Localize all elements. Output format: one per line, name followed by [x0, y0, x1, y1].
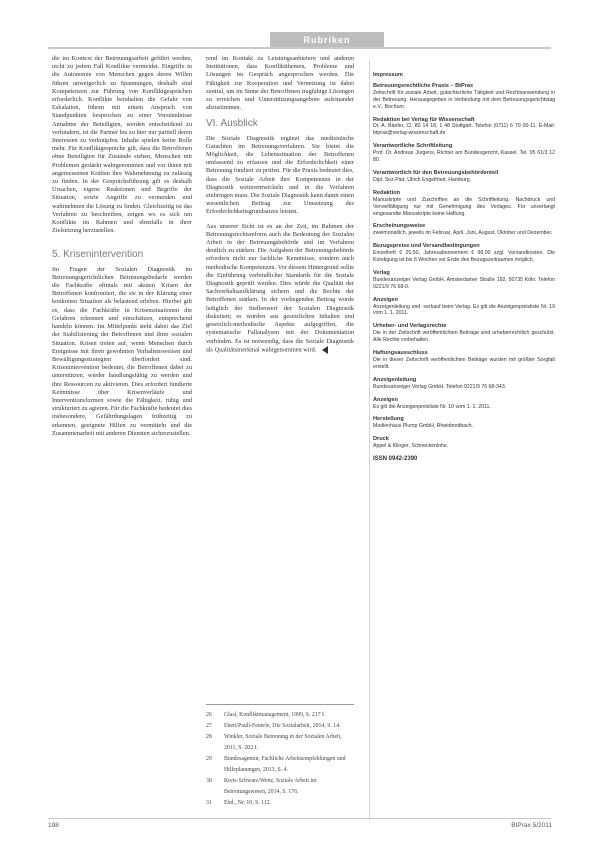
footnote-text: Ebert/Pauli-Feuerle, Die Sozialarbeit, 2014, S. 14.	[224, 723, 341, 729]
footnote-rule	[206, 704, 354, 705]
footnote	[206, 710, 354, 721]
footnote	[206, 754, 354, 776]
impressum-block-title: Bezugspreise und Versandbedingungen	[373, 243, 480, 250]
footnote-number: 31	[206, 800, 212, 806]
paragraph: Aus unserer Sicht ist es an der Zeit, im Rahmen der Betreuungsrechtsreform auch die Bedeutung der Sozialen Arbeit in der Betreuungsbehörde und im Verfahren deutlich zu stärken. Die Aufgaben der Betreuungsbehörde erfordern nicht nur fachliche Kenntnisse, sondern auch methodische Kompetenzen. Vor diesem Hintergrund sollte die Einführung verbindlicher Standards für die Soziale Diagnostik geprüft werden. Dies würde die Qualität der Sachverhaltsaufklärung sichern und die Rechte der Betroffenen stärken. In der vorliegenden Beitrag wurde lediglich der Stellenwert der Sozialen Diagnostik diskutiert; es wurden aus gesetzlichen Inhalten und gesetzlich-methodische Aspekte aufgegriffen, die systematische Fallanalysen mit der Dokumentation verbinden. Es ist notwendig, dass die Soziale Diagnostik als Qualitätsmerkmal wahrgenommen wird.	[206, 222, 354, 354]
impressum-block-text: Einzelheft € 25,50, Jahresabonnement € 98,00 zzgl. Versandkosten. Die Kündigung ist bis 6 Wochen vor Ende des Bezugszeitraumes möglich.	[373, 250, 555, 264]
footnote-text: Glasl, Konfliktmanagement, 1999, S. 217 f.	[224, 712, 326, 718]
column-left	[52, 55, 192, 444]
impressum-block-title: Verantwortliche Schriftleitung	[373, 143, 453, 150]
end-mark-icon	[322, 346, 328, 354]
paragraph: Im Fragen der Sozialen Diagnostik im Betreuungsgerichtlichen Betreuungsbedarfe werden die Fachkräfte oftmals mit akuten Krisen der Betroffenen konfrontiert, die sie in der Klärung einer konkreten Situation als belastend erleben. Hierbei gilt es, dass die Fachkräfte in Krisensituationen die Gefahren erkennen und einschätzen, entsprechend handeln können. Im Mittelpunkt steht dabei das Ziel der Stabilisierung der Betroffenen und ihrer sozialen Situation. Krisen treten auf, wenn Menschen durch Ereignisse mit ihren gewohnten Verhaltensweisen und Bewältigungsstrategien überfordert sind. Krisenintervention bedeutet, die Betroffenen dabei zu unterstützen, wieder handlungsfähig zu werden und ihre Ressourcen zu aktivieren. Dies erfordert fundierte Kenntnisse über Krisenverläufe und Interventionsformen sowie die Fähigkeit, ruhig und strukturiert zu agieren. Für die Fachkräfte bedeutet dies insbesondere, Gefährdungslagen frühzeitig zu erkennen, geeignete Hilfen zu vermitteln und die Zusammenarbeit mit anderen Diensten sicherzustellen.	[52, 265, 192, 437]
impressum-block-text: Prof. Dr. Andreas Jürgens, Richter am Bundesgericht, Kassel. Tel. 05 61/3 12 80.	[373, 150, 555, 164]
section-header: Rubriken	[270, 32, 384, 48]
impressum-block-text: Dipl. Soz.Päd. Ulrich Engelfried, Hamburg.	[373, 176, 472, 183]
footnote	[206, 721, 354, 732]
impressum-block-title: Haftungsausschluss	[373, 350, 428, 357]
impressum-block-title: Verantwortlich für den Betreuungsbehördenteil	[373, 169, 499, 176]
impressum-block-text: Dr. A. Bänfer, Cl. 80 14 18, 1 48 Stuttgart. Telefon (0711) 6 70 00-11. E-Mail: btprax@verlag-wissenschaft.de	[373, 123, 555, 137]
section-heading: VI. Ausblick	[206, 118, 258, 130]
impressum-block-title: Verlag	[373, 269, 390, 276]
paragraph: Die Soziale Diagnostik ergänzt das medizinische Gutachten im Betreuungsverfahren. Sie bietet die Möglichkeit, die Lebenssituation der Betroffenen umfassend zu erfassen und die Erforderlichkeit einer Betreuung fundiert zu prüfen. Für die Praxis bedeutet dies, dass die Soziale Arbeit ihre Kompetenzen in der Diagnostik weiterentwickeln und in die Verfahren einbringen muss. Die Soziale Diagnostik kann damit einen wesentlichen Beitrag zur Umsetzung des Erforderlichkeitsgrundsatzes leisten.	[206, 134, 354, 216]
impressum	[373, 68, 555, 463]
impressum-block-text: Medienhaus Plump GmbH, Rheinbreitbach.	[373, 423, 474, 430]
footer-rule	[48, 818, 551, 819]
impressum-block-text: Bundesanzeiger Verlag GmbH, Amsterdamer Straße 192, 50735 Köln. Telefon 0221/9 76 68-0.	[373, 276, 555, 290]
footnote	[206, 776, 354, 798]
impressum-block-text: zweimonatlich, jeweils im Februar, April, Juni, August, Oktober und Dezember.	[373, 230, 553, 237]
impressum-block-text: Es gilt die Anzeigenpreisliste Nr. 10 vom 1. 1. 2011.	[373, 403, 491, 410]
impressum-block-text: Anzeigenleitung und -verkauf beim Verlag. Es gilt die Anzeigenpreisliste Nr. 19 vom 1. 1. 2011.	[373, 303, 555, 317]
issn: ISSN 0942-2390	[373, 456, 418, 463]
impressum-block-text: Bundesanzeiger Verlag GmbH, Telefon 0221/9 76 68-343.	[373, 383, 507, 390]
footnote-text: Bundesagentur, Fachliche Arbeitsempfehlungen und Hilfeplanungen, 2013, S. 4.	[224, 756, 346, 773]
impressum-block-title: Betreuungsrechtliche Praxis – BtPrax	[373, 82, 474, 89]
footnote-text: Kreis-Schwarz/Wenz, Soziale Arbeit im Betreuungswesen, 2014, S. 176.	[224, 778, 317, 795]
impressum-block-title: Herstellung	[373, 416, 404, 423]
section-heading: 5. Krisenintervention	[52, 249, 144, 261]
impressum-block-title: Druck	[373, 436, 389, 443]
impressum-block-title: Anzeigenleitung	[373, 376, 417, 383]
impressum-block-title: Redaktion	[373, 189, 401, 196]
impressum-block-title: Anzeigen	[373, 296, 398, 303]
footnote-text: Ebd., Nr. 10, S. 112.	[224, 800, 272, 806]
impressum-block-text: Die in dieser Zeitschrift veröffentlichten Beiträge wurden mit größter Sorgfalt erstellt.	[373, 357, 555, 370]
impressum-block-text: Appel & Klinger, Schneckenlohe.	[373, 443, 449, 450]
page-number: 198	[48, 822, 59, 829]
impressum-block-title: Urheber- und Verlagsrechte	[373, 323, 447, 330]
footnote-number: 27	[206, 723, 212, 729]
header-rule	[48, 47, 551, 49]
footnotes	[206, 710, 354, 809]
footnote-number: 30	[206, 778, 212, 784]
impressum-block-title: Anzeigen	[373, 396, 398, 403]
footnote-text: Winkler, Soziale Betreuung in der Sozialen Arbeit, 2011, S. 202 f.	[224, 734, 342, 751]
footnote-number: 28	[206, 734, 212, 740]
footnote	[206, 798, 354, 809]
footnote	[206, 732, 354, 754]
column-middle	[206, 55, 354, 360]
footnote-number: 29	[206, 756, 212, 762]
paragraph: die im Kontext der Betreuungsarbeit geführt werden, nicht zu jedem Fall Konflikte vermeidet. Eingriffe in die Autonomie von Menschen gegen deren Willen führen unweigerlich zu Spannungen, deshalb sind Kompetenzen zur Führung von Konfliktgesprächen erforderlich. Konflikte beinhalten die Gefahr von Eskalation, führen mit einem Anspruch von Standpunkten besprochen zu einer Verständnisse Annahme der Beteiligten, werden entscheidend zu verhindern, ist die Partner bis zu hier nur partiell deren Interessen zu verknüpfen. Inhalte spielen keine Rolle mehr. Für Konfliktgespräche gilt, dass die Betroffenen ohne Beteiligten für Zustände stehen, Menschen mit Problemen gestärkt wahrgenommen und vor ihnen mit angemessenen Kräften ihre Wahrnehmung zu zulässig zu finden. In der Gesprächsführung gilt es deshalb Ursachen, eigene Reaktionen und Begriffe der Situation, sowie Angriffe zu vermeiden und wahrnehmen die Lösung zu finden. Gleichzeitig ist das Verfahren zu beschreiben, zeigen wo es sich um Konflikte im Rahmen und ebenfalls in ihrer Zielsetzung herzustellen.	[52, 55, 192, 235]
impressum-heading: Impressum	[373, 72, 403, 78]
impressum-block-title: Erscheinungsweise	[373, 223, 426, 230]
impressum-block-text: Zeitschrift für soziale Arbeit, gutachterliche Tätigkeit und Rechtsanwendung in der Betreuung. Herausgegeben in Verbindung mit dem Betreuungsgerichtstag e.V., Bochum.	[373, 89, 555, 110]
impressum-block-title: Redaktion bei Verlag für Wissenschaft	[373, 116, 475, 123]
footnote-number: 26	[206, 712, 212, 718]
paragraph: rend im Kontakt zu Leistungsanbietern und anderen Institutionen, dass Konfliktthemen, Probleme und Lösungen im Gespräch angesprochen werden. Die Fähigkeit zur Kooperation und Vernetzung ist dabei zentral, um im Sinne der Betroffenen tragfähige Lösungen zu erreichen und Unterstützungsangebote aufeinander abzustimmen.	[206, 55, 354, 112]
impressum-block-text: Manuskripte und Zuschriften an die Schriftleitung. Nachdruck und Vervielfältigung nur mit Genehmigung des Verlages. Für unverlangt eingesandte Manuskripte keine Haftung.	[373, 196, 555, 217]
impressum-block-text: Die in der Zeitschrift veröffentlichten Beiträge sind urheberrechtlich geschützt. Alle Rechte vorbehalten.	[373, 330, 555, 344]
journal-issue: BtPrax 5/2011	[511, 822, 552, 829]
